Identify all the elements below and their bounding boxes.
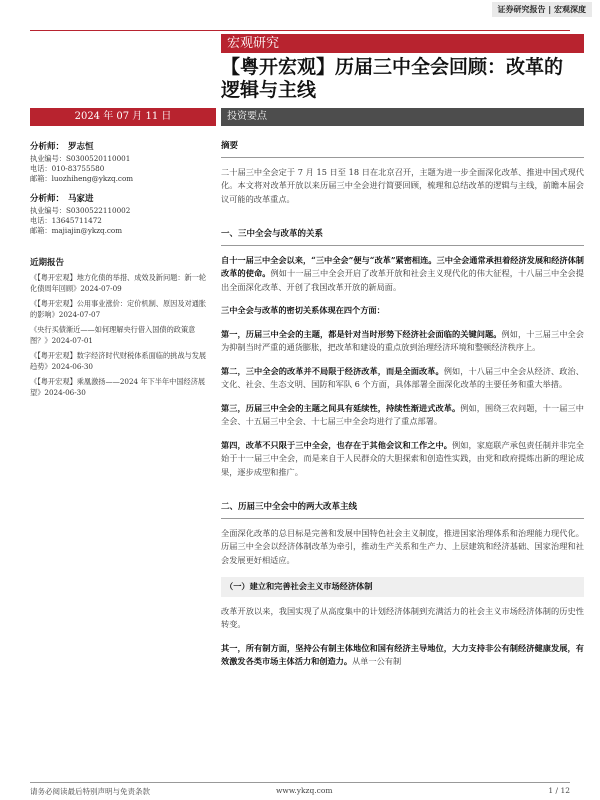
section-rule: [221, 245, 584, 246]
point-paragraph: [221, 365, 584, 392]
point-paragraph: [221, 402, 584, 429]
point-paragraph: [221, 642, 584, 669]
report-type-badge: 证券研究报告 | 宏观深度: [492, 2, 593, 17]
subsection-heading: （一）建立和完善社会主义市场经济体制: [221, 577, 584, 597]
analyst-email[interactable]: 邮箱：majiajin@ykzq.com: [30, 226, 123, 235]
report-date: 2024 年 07 月 11 日: [30, 108, 216, 126]
page-footer: [30, 782, 570, 797]
analyst-license: 执业编号：S0300522110002: [30, 206, 131, 215]
point-paragraph: [221, 328, 584, 355]
section2-heading: 二、历届三中全会中的两大改革主线: [221, 502, 358, 512]
disclaimer-link[interactable]: 请务必阅读最后特别声明与免责条款: [30, 787, 150, 796]
section1-subheading: [221, 304, 584, 318]
summary-text: 二十届三中全会定于 7 月 15 日至 18 日在北京召开，主题为进一步全面深化改革、推进中国式现代化。本文将对改革开放以来历届三中全会进行简要回顾，梳理和总结改革的逻辑与主线，前瞻本届会议可能的改革重点。: [221, 166, 584, 204]
section1-paragraph: [221, 254, 584, 295]
bold-lead: 第二，三中全会的改革并不局限于经济改革，而是全面改革。: [221, 365, 444, 376]
main-content: [221, 140, 584, 679]
paragraph-body: 例如，十八届三中全会从经济、政治、文化、社会、生态文明、国防和军队 6 个方面，具体部署全面深化改革的主要任务和重大举措。: [221, 365, 584, 389]
recent-report-link[interactable]: 《【粤开宏观】公用事业涨价：定价机制、原因及对通胀的影响》2024-07-07: [30, 299, 207, 319]
bold-lead: 第三，历届三中全会的主题之间具有延续性，持续性渐进式改革。: [221, 402, 461, 413]
analyst-card: [30, 142, 210, 184]
report-title: 【粤开宏观】历届三中全会回顾：改革的逻辑与主线: [221, 56, 564, 101]
paragraph-body: 例如，围绕三农问题，十一届三中全会、十五届三中全会、十七届三中全会均进行了重点部署。: [221, 402, 584, 426]
analyst-card: [30, 194, 210, 236]
page-number: 1 / 12: [548, 786, 570, 795]
analyst-phone: 电话：13645711472: [30, 216, 102, 225]
header-rule: [30, 30, 570, 31]
section-rule: [221, 518, 584, 519]
sidebar: [30, 142, 210, 402]
paragraph-body: 例如，家庭联产承包责任制并非完全始于十一届三中全会，而是来自于人民群众的大胆探索和创造性实践，由党和政府提炼出新的理论成果，逐步成型和推广。: [221, 439, 584, 477]
recent-reports-heading: 近期报告: [30, 258, 65, 268]
section-rule: [221, 157, 584, 158]
paragraph-body: 例如十一届三中全会开启了改革开放和社会主义现代化的伟大征程，十八届三中全会提出全面深化改革、开创了我国改革开放的新局面。: [221, 268, 584, 292]
website-link[interactable]: www.ykzq.com: [276, 786, 333, 795]
recent-report-link[interactable]: 《【粤开宏观】数字经济时代财税体系面临的挑战与发展趋势》2024-06-30: [30, 351, 207, 371]
summary-heading: 摘要: [221, 141, 239, 151]
recent-report-link[interactable]: 《【粤开宏观】乘凰激扬——2024 年下半年中国经济展望》2024-06-30: [30, 377, 206, 397]
analyst-name: 马家进: [68, 194, 94, 204]
point-paragraph: [221, 439, 584, 480]
analyst-license: 执业编号：S0300520110001: [30, 154, 131, 163]
analyst-name-line: [30, 142, 210, 152]
analyst-phone: 电话：010-83755580: [30, 164, 105, 173]
bold-lead: 自十一届三中全会以来，“三中全会”便与“改革”紧密相连。三中全会通常承担着经济发展和经济体制改革的使命。: [221, 254, 584, 278]
analyst-name: 罗志恒: [68, 142, 94, 152]
analyst-email[interactable]: 邮箱：luozhiheng@ykzq.com: [30, 174, 134, 183]
bold-lead: 三中全会与改革的密切关系体现在四个方面：: [221, 305, 385, 315]
analyst-role: 分析师：: [30, 194, 65, 204]
bold-lead: 第一，历届三中全会的主题，都是针对当时形势下经济社会面临的关键问题。: [221, 328, 502, 339]
analyst-role: 分析师：: [30, 142, 65, 152]
highlight-label: 投资要点: [221, 108, 584, 126]
recent-report-link[interactable]: 《央行买债渐近——如何理解央行借入国债的政策意图？》2024-07-01: [30, 325, 196, 345]
bold-lead: 第四，改革不只限于三中全会，也存在于其他会议和工作之中。: [221, 439, 453, 450]
kicker-label: 宏观研究: [221, 34, 584, 53]
bold-lead: 其一，所有制方面，坚持公有制主体地位和国有经济主导地位，大力支持非公有制经济健康发展，有效激发各类市场主体活力和创造力。: [221, 642, 584, 666]
top-bar: [0, 0, 600, 20]
paragraph-body: 从单一公有制: [352, 656, 402, 666]
section1-heading: 一、三中全会与改革的关系: [221, 229, 324, 239]
recent-report-link[interactable]: 《【粤开宏观】地方化债的举措、成效及新问题：新一轮化债周年回顾》2024-07-09: [30, 273, 207, 293]
analyst-name-line: [30, 194, 210, 204]
subsection-text: 改革开放以来，我国实现了从高度集中的计划经济体制到充满活力的社会主义市场经济体制的历史性转变。: [221, 605, 584, 629]
section2-intro: 全面深化改革的总目标是完善和发展中国特色社会主义制度，推进国家治理体系和治理能力现代化。历届三中全会以经济体制改革为牵引，推动生产关系和生产力、上层建筑和经济基础、国家治理和社会发展更好相适应。: [221, 527, 584, 565]
paragraph-body: 例如，十三届三中全会为抑制当时严重的通货膨胀，把改革和建设的重点放到治理经济环境和整顿经济秩序上。: [221, 328, 584, 352]
